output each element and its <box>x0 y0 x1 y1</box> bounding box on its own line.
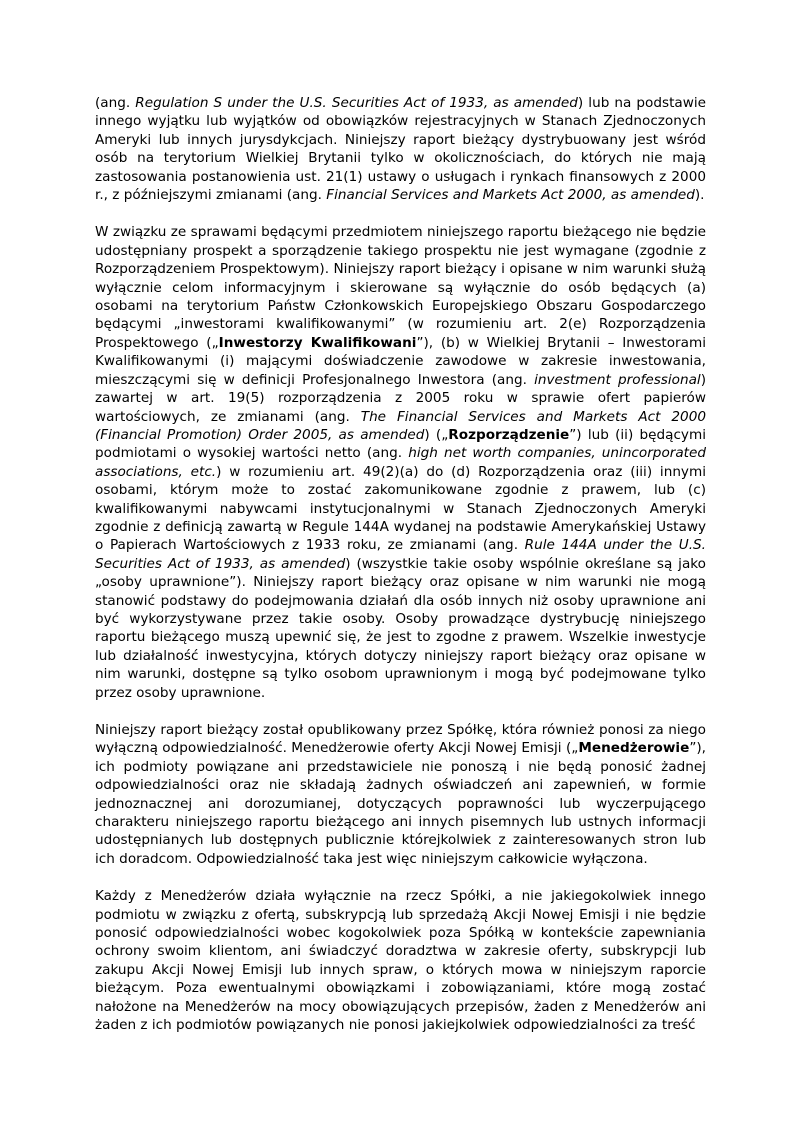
text-run: (ang. <box>95 95 136 111</box>
document-page <box>95 94 706 1054</box>
text-run: Niniejszy raport bieżący został opublikowany przez Spółkę, która również ponosi za niego wyłączną odpowiedzialność. Menedżerowie oferty Akcji Nowej Emisji („ <box>95 722 706 757</box>
paragraph-qualified-investors <box>95 223 706 702</box>
text-run-italic: Regulation S under the U.S. Securities Act of 1933, as amended <box>135 95 578 111</box>
text-run: ”), (b) w Wielkiej Brytanii – Inwestorami Kwalifikowanymi (i) mającymi doświadczenie zawodowe w zakresie inwestowania, mieszczącymi się w definicji Profesjonalnego Inwestora (ang. <box>95 334 706 388</box>
text-run: ). <box>694 187 705 204</box>
paragraph-managers-liability <box>95 721 706 868</box>
text-run-italic: Rule 144A under the U.S. Securities Act of 1933, as amended <box>95 537 706 572</box>
text-run: ) zawartej w art. 19(5) rozporządzenia z 2005 roku w sprawie ofert papierów wartościowych, ze zmianami (ang. <box>95 371 706 425</box>
text-run-italic: high net worth companies, unincorporated associations, etc. <box>95 445 706 480</box>
text-run-bold: Inwestorzy Kwalifikowani <box>218 334 417 351</box>
text-run: Każdy z Menedżerów działa wyłącznie na rzecz Spółki, a nie jakiegokolwiek innego podmiotu w związku z ofertą, subskrypcją lub sprzedażą Akcji Nowej Emisji i nie będzie ponosić odpowiedzialności wobec kogokolwiek poza Spółką w kontekście zapewniania ochrony swoim klientom, ani świadczyć doradztwa w zakresie oferty, subskrypcji lub zakupu Akcji Nowej Emisji lub innych spraw, o których mowa w niniejszym raporcie bieżącym. Poza ewentualnymi obowiązkami i zobowiązaniami, które mogą zostać nałożone na Menedżerów na mocy obowiązujących przepisów, żaden z Menedżerów ani żaden z ich podmiotów powiązanych nie ponosi jakiejkolwiek odpowiedzialności za treść <box>95 888 706 1034</box>
text-run-bold: Rozporządzenie <box>448 426 570 443</box>
text-run-bold: Menedżerowie <box>578 740 690 757</box>
text-run: ) („ <box>424 426 449 443</box>
paragraph-managers-acting <box>95 887 706 1034</box>
text-run-italic: Financial Services and Markets Act 2000, as amended <box>326 187 695 204</box>
text-run: ”) lub (ii) będącymi podmiotami o wysokiej wartości netto (ang. <box>95 426 706 462</box>
text-run: ) lub na podstawie innego wyjątku lub wyjątków od obowiązków rejestracyjnych w Stanach Zjednoczonych Ameryki lub innych jurysdykcjach. Niniejszy raport bieżący dystrybuowany jest wśród osób na terytorium Wielkiej Brytanii tylko w okolicznościach, do których nie mają zastosowania postanowienia ust. 21(1) ustawy o usługach i rynkach finansowych z 2000 r., z późniejszymi zmianami (ang. <box>95 95 706 204</box>
text-run: ) w rozumieniu art. 49(2)(a) do (d) Rozporządzenia oraz (iii) innymi osobami, którym może to zostać zakomunikowane zgodnie z prawem, lub (c) kwalifikowanymi nabywcami instytucjonalnymi w Stanach Zjednoczonych Ameryki zgodnie z definicją zawartą w Regule 144A wydanej na podstawie Amerykańskiej Ustawy o Papierach Wartościowych z 1933 roku, ze zmianami (ang. <box>95 463 706 554</box>
text-run-italic: The Financial Services and Markets Act 2000 (Financial Promotion) Order 2005, as amended <box>95 408 706 443</box>
text-run: W związku ze sprawami będącymi przedmiotem niniejszego raportu bieżącego nie będzie udostępniany prospekt a sporządzenie takiego prospektu nie jest wymagane (zgodnie z Rozporządzeniem Prospektowym). Niniejszy raport bieżący i opisane w nim warunki służą wyłącznie celom informacyjnym i skierowane są wyłącznie do osób będących (a) osobami na terytorium Państw Członkowskich Europejskiego Obszaru Gospodarczego będącymi „inwestorami kwalifikowanymi” (w rozumieniu art. 2(e) Rozporządzenia Prospektowego („ <box>95 224 706 351</box>
text-run-italic: investment professional <box>534 371 701 388</box>
paragraph-regulation-s <box>95 94 706 204</box>
text-run: ”), ich podmioty powiązane ani przedstawiciele nie ponoszą i nie będą ponosić żadnej odpowiedzialności oraz nie składają żadnych oświadczeń ani zapewnień, w formie jednoznacznej ani dorozumianej, dotyczących poprawności lub wyczerpującego charakteru niniejszego raportu bieżącego ani innych pisemnych lub ustnych informacji udostępnianych lub dostępnych publicznie którejkolwiek z zainteresowanych stron lub ich doradcom. Odpowiedzialność taka jest więc niniejszym całkowicie wyłączona. <box>95 740 706 867</box>
text-run: ) (wszystkie takie osoby wspólnie określane są jako „osoby uprawnione”). Niniejszy raport bieżący oraz opisane w nim warunki nie mogą stanowić podstawy do podejmowania działań dla osób innych niż osoby uprawnione ani być wykorzystywane przez takie osoby. Osoby prowadzące dystrybucję niniejszego raportu bieżącego muszą upewnić się, że jest to zgodne z prawem. Wszelkie inwestycje lub działalność inwestycyjna, których dotyczy niniejszy raport bieżący oraz opisane w nim warunki, dostępne są tylko osobom uprawnionym i mogą być podejmowane tylko przez osoby uprawnione. <box>95 555 706 701</box>
